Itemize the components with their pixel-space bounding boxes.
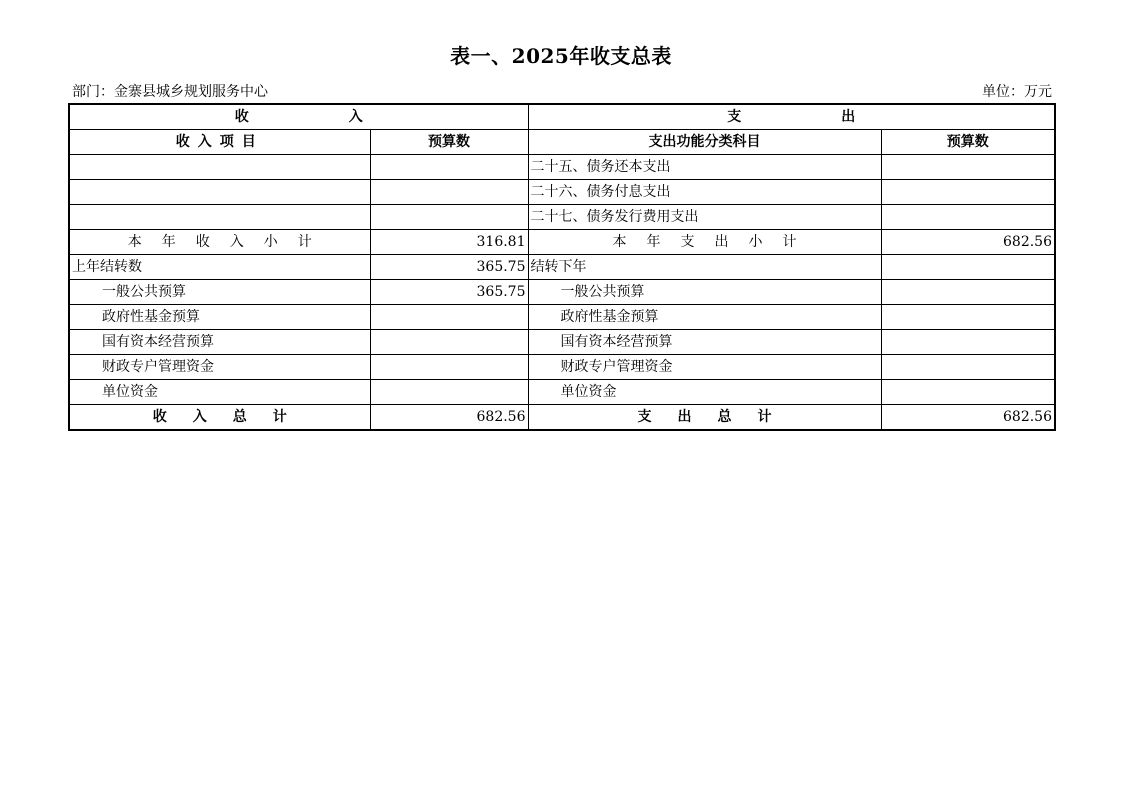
- expend-value-cell: [881, 305, 1055, 330]
- expenditure-section-header: 支出: [528, 104, 1055, 130]
- income-value-cell: [370, 380, 528, 405]
- expend-item-cell: 二十六、债务付息支出: [528, 180, 881, 205]
- table-row: [69, 180, 1055, 205]
- department-label: 部门：金寨县城乡规划服务中心: [72, 84, 268, 100]
- expend-value-cell: [881, 380, 1055, 405]
- expend-item-cell: 政府性基金预算: [528, 305, 881, 330]
- subtotal-row: [69, 230, 1055, 255]
- expend-total-value: 682.56: [881, 405, 1055, 431]
- income-item-cell: 一般公共预算: [69, 280, 370, 305]
- expend-budget-header: 预算数: [881, 130, 1055, 155]
- expend-item-cell: 国有资本经营预算: [528, 330, 881, 355]
- income-item-cell: 单位资金: [69, 380, 370, 405]
- table-row: [69, 330, 1055, 355]
- expend-carryover-value: [881, 255, 1055, 280]
- income-carryover-value: 365.75: [370, 255, 528, 280]
- income-item-cell: [69, 180, 370, 205]
- income-value-cell: [370, 155, 528, 180]
- income-value-cell: [370, 305, 528, 330]
- expend-item-cell: 一般公共预算: [528, 280, 881, 305]
- budget-summary-table: [68, 103, 1056, 431]
- income-budget-header: 预算数: [370, 130, 528, 155]
- unit-label: 单位：万元: [982, 84, 1052, 100]
- income-subtotal-label: 本年收入小计: [69, 230, 370, 255]
- expend-value-cell: [881, 180, 1055, 205]
- income-value-cell: [370, 330, 528, 355]
- income-subtotal-value: 316.81: [370, 230, 528, 255]
- income-item-header: 收入项目: [69, 130, 370, 155]
- income-section-header: 收入: [69, 104, 528, 130]
- table-row: [69, 355, 1055, 380]
- income-value-cell: [370, 355, 528, 380]
- expend-subtotal-value: 682.56: [881, 230, 1055, 255]
- income-total-value: 682.56: [370, 405, 528, 431]
- expend-value-cell: [881, 355, 1055, 380]
- income-value-cell: [370, 180, 528, 205]
- expend-value-cell: [881, 280, 1055, 305]
- income-total-label: 收入总计: [69, 405, 370, 431]
- column-header-row: [69, 130, 1055, 155]
- income-item-cell: 财政专户管理资金: [69, 355, 370, 380]
- income-item-cell: 政府性基金预算: [69, 305, 370, 330]
- expend-total-label: 支出总计: [528, 405, 881, 431]
- expend-item-cell: 二十七、债务发行费用支出: [528, 205, 881, 230]
- income-item-cell: [69, 155, 370, 180]
- carryover-row: [69, 255, 1055, 280]
- expend-value-cell: [881, 155, 1055, 180]
- income-carryover-label: 上年结转数: [69, 255, 370, 280]
- income-value-cell: 365.75: [370, 280, 528, 305]
- expend-item-header: 支出功能分类科目: [528, 130, 881, 155]
- expend-item-cell: 单位资金: [528, 380, 881, 405]
- table-row: [69, 380, 1055, 405]
- expend-item-cell: 财政专户管理资金: [528, 355, 881, 380]
- table-row: [69, 280, 1055, 305]
- total-row: [69, 405, 1055, 431]
- table-row: [69, 205, 1055, 230]
- section-header-row: [69, 104, 1055, 130]
- income-item-cell: [69, 205, 370, 230]
- expend-item-cell: 二十五、债务还本支出: [528, 155, 881, 180]
- income-item-cell: 国有资本经营预算: [69, 330, 370, 355]
- expend-carryover-label: 结转下年: [528, 255, 881, 280]
- expend-value-cell: [881, 330, 1055, 355]
- expend-value-cell: [881, 205, 1055, 230]
- table-row: [69, 155, 1055, 180]
- page-title: 表一、2025年收支总表: [450, 44, 672, 68]
- income-value-cell: [370, 205, 528, 230]
- expend-subtotal-label: 本年支出小计: [528, 230, 881, 255]
- table-row: [69, 305, 1055, 330]
